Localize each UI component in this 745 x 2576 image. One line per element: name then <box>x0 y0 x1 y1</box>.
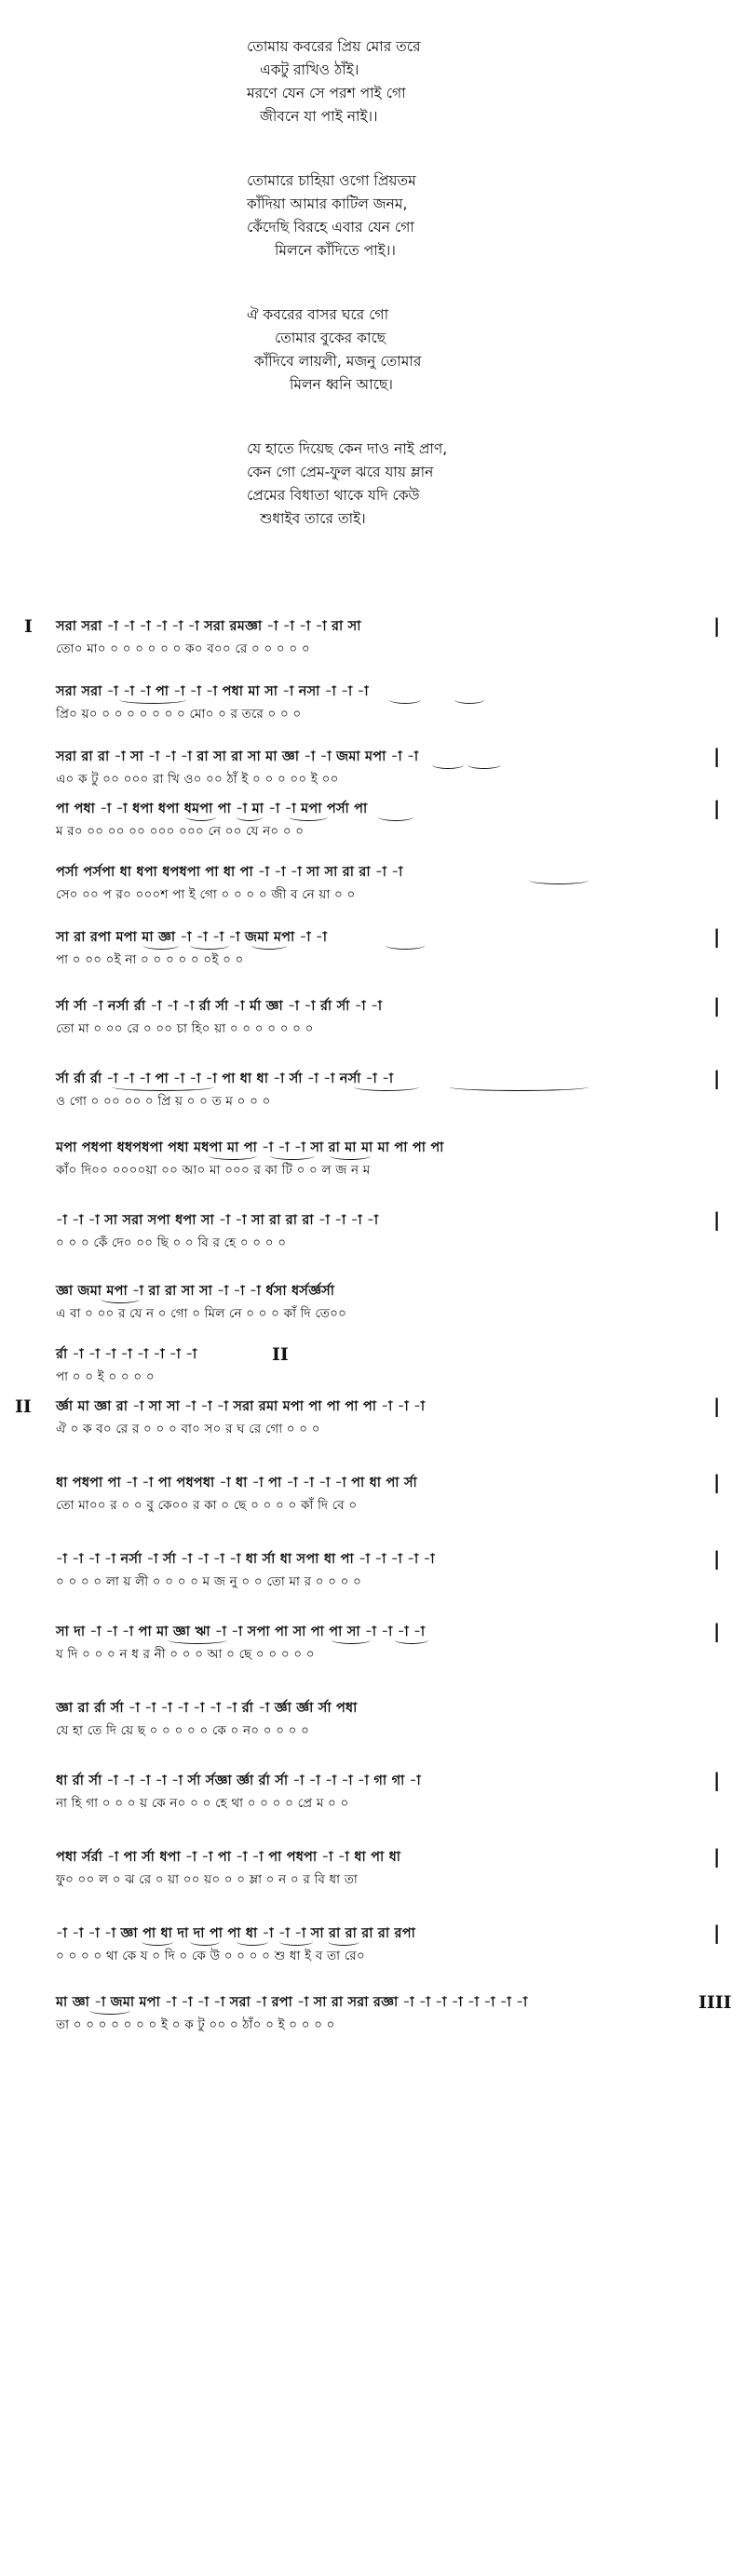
slur-mark <box>354 1083 419 1091</box>
sargam-row: সরা রা রা -া সা -া -া -া রা সা রা সা মা জ্ঞা -া -া জমা মপা -া -া <box>56 749 419 764</box>
sargam-row: মা জ্ঞা -া জমা মপা -া -া -া -া সরা -া রপা -া সা রা সরা রজ্ঞা -া -া -া -া -া -া -া -া <box>56 1995 528 2010</box>
poem-stanza <box>0 35 745 128</box>
lyric-row: পা ০ ০০ ০ই না ০ ০ ০ ০ ০ ০ই ০ ০ <box>56 952 244 967</box>
barline: | <box>713 925 721 948</box>
slur-mark <box>289 813 328 821</box>
lyric-row: ও গো ০ ০০ ০০ ০ প্রি য় ০ ০ ত ম ০ ০ ০ <box>56 1094 271 1109</box>
notation-line <box>56 1696 726 1741</box>
sargam-row: সা রা রপা মপা মা জ্ঞা -া -া -া -া জমা মপা -া -া <box>56 930 328 945</box>
sargam-row: মপা পধপা ধধপধপা পধা মধপা মা পা -া -া -া সা রা মা মা মা পা পা পা <box>56 1140 444 1155</box>
barline: | <box>713 797 721 819</box>
poem-line: কেঁদেছি বিরহে এবার যেন গো <box>247 219 414 236</box>
sargam-row: -া -া -া সা সরা সপা ধপা সা -া -া সা রা রা রা -া -া -া -া <box>56 1213 379 1228</box>
barline: | <box>713 745 721 767</box>
lyric-row: তো মা ০ ০০ রে ০ ০০ চা হি০ য়া ০ ০ ০ ০ ০ ০ ০ <box>56 1021 314 1036</box>
slur-mark <box>328 1937 359 1946</box>
notation-line <box>56 1845 726 1890</box>
sargam-row: সরা সরা -া -া -া পা -া -া -া পধা মা সা -া নসা -া -া -া <box>56 684 369 699</box>
poem-lyrics <box>0 35 745 572</box>
sargam-row: জ্ঞা রা র্রা র্সা -া -া -া -া -া -া -া র্রা -া র্জ্ঞা র্জ্ঞা র্সা পধা <box>56 1701 358 1716</box>
slur-mark <box>186 813 216 821</box>
slur-mark <box>386 941 425 950</box>
poem-line: মরণে যেন সে পরশ পাই গো <box>247 85 406 101</box>
slur-mark <box>251 941 287 950</box>
notation-line <box>15 1395 726 1439</box>
lyric-row: য দি ০ ০ ০ ন ধ র নী ০ ০ ০ আ ০ ছে ০ ০ ০ ০ ০ <box>56 1647 315 1662</box>
notation-line <box>56 994 726 1039</box>
slur-mark <box>454 695 484 704</box>
slur-mark <box>449 1083 589 1091</box>
second-start-sign: II <box>15 1396 32 1417</box>
slur-mark <box>330 1152 371 1160</box>
lyric-row: ম র০ ০০ ০০ ০০ ০০০ ০০০ নে ০০ যে ন০ ০ ০ <box>56 824 305 839</box>
sargam-row: পা পধা -া -া ধপা ধপা ধমপা পা -া মা -া -া মপা পর্সা পা <box>56 802 368 816</box>
poem-line: ঐ কবরের বাসর ঘরে গো <box>247 306 389 323</box>
poem-line: যে হাতে দিয়েছ কেন দাও নাই প্রাণ, <box>247 440 448 457</box>
notation-line <box>56 1769 726 1814</box>
slur-mark <box>89 2006 130 2015</box>
slur-mark <box>378 813 413 821</box>
poem-line: জীবনে যা পাই নাই।। <box>260 108 378 125</box>
sargam-row: -া -া -া -া জ্ঞা পা ধা দা দা পা পা ধা -া -া -া সা রা রা রা রা রপা <box>56 1926 415 1941</box>
slur-mark <box>237 813 263 821</box>
barline: | <box>713 994 721 1017</box>
slur-mark <box>209 1152 257 1160</box>
lyric-row: না হি গা ০ ০ ০ য় কে ন০ ০ ০ হে থা ০ ০ ০ ০ প্রে ম ০ ০ <box>56 1796 349 1811</box>
end-repeat-sign: II <box>272 1344 289 1365</box>
final-sign: IIII <box>698 1992 732 2013</box>
slur-mark <box>119 695 186 704</box>
notation-line <box>56 1471 726 1516</box>
slur-mark <box>389 695 421 704</box>
lyric-row: এ০ ক টু ০০ ০০০ রা খি ও০ ০০ ঠাঁ ই ০ ০ ০ ০০ ই ০০ <box>56 772 339 787</box>
slur-mark <box>332 1636 371 1644</box>
notation-line <box>56 680 726 724</box>
poem-stanza <box>0 303 745 397</box>
slur-mark <box>101 1295 140 1303</box>
notation-line <box>56 1208 726 1253</box>
lyric-row: ০ ০ ০ ০ থা কে য ০ দি ০ কে উ ০ ০ ০ ০ শু ধা ই ব তা রে০ <box>56 1949 365 1963</box>
barline: | <box>713 1845 721 1868</box>
lyric-row: তা ০ ০ ০ ০ ০ ০ ০ ই ০ ক টু ০০ ০ ঠাঁ০ ০ ই ০ ০ ০ ০ <box>56 2017 335 2032</box>
poem-line: তোমায় কবরের প্রিয় মোর তরে <box>247 38 421 55</box>
sargam-row: র্রা -া -া -া -া -া -া -া -া <box>56 1347 197 1362</box>
lyric-row: যে হা তে দি য়ে ছ ০ ০ ০ ০ ০ কে ০ ন০ ০ ০ ০ ০ <box>56 1723 310 1738</box>
lyric-row: ০ ০ ০ কেঁ দে০ ০০ ছি ০ ০ বি র হে ০ ০ ০ ০ <box>56 1235 287 1250</box>
notation-line <box>56 1067 726 1112</box>
poem-line: কাঁদিয়া আমার কাটিল জনম, <box>247 196 408 212</box>
sargam-row: সরা সরা -া -া -া -া -া -া সরা রমজ্ঞা -া -া -া -া রা সা <box>56 619 361 634</box>
barline: | <box>713 1620 721 1642</box>
slur-mark <box>279 1937 313 1946</box>
slur-mark <box>395 1636 428 1644</box>
sargam-row: পর্সা পর্সপা ধা ধপা ধপধপা পা ধা পা -া -া -া সা সা রা রা -া -া <box>56 865 403 880</box>
sargam-row: ধা পধপা পা -া -া পা পধপধা -া ধা -া পা -া -া -া -া পা ধা পা র্সা <box>56 1476 417 1490</box>
sargam-row: র্জ্ঞা মা জ্ঞা রা -া সা সা -া -া -া সরা রমা মপা পা পা পা পা -া -া -া <box>56 1399 426 1414</box>
barline: | <box>713 1067 721 1089</box>
sargam-row: জ্ঞা জমা মপা -া রা রা সা সা -া -া -া র্ধসা ধর্সর্জ্ঞর্সা <box>56 1284 335 1299</box>
notation-line <box>56 925 726 970</box>
slur-mark <box>190 1937 220 1946</box>
notation-line <box>56 1136 726 1180</box>
sargam-row: পধা র্সর্রা -া পা র্সা ধপা -া -া পা -া -া পা পধপা -া -া ধা পা ধা <box>56 1850 401 1865</box>
poem-stanza <box>0 438 745 531</box>
poem-line: শুধাইব তারে তাই। <box>260 510 366 527</box>
lyric-row: তো মা০০ র ০ ০ বু কে০০ র কা ০ ছে ০ ০ ০ ০ কাঁ দি বে ০ <box>56 1498 358 1513</box>
lyric-row: ০ ০ ০ ০ লা য় লী ০ ০ ০ ০ ম জ নু ০ ০ তো মা র ০ ০ ০ ০ <box>56 1574 362 1589</box>
slur-mark <box>112 1083 214 1091</box>
poem-line: মিলন ধ্বনি আছে। <box>290 376 393 393</box>
notation-line <box>56 1990 732 2035</box>
barline: | <box>713 1922 721 1944</box>
notation-line <box>56 1342 726 1387</box>
sargam-row: র্সা র্সা -া নর্সা র্রা -া -া -া র্রা র্সা -া র্মা জ্ঞা -া -া র্রা র্সা -া -া <box>56 999 383 1014</box>
lyric-row: ঐ ০ ক ব০ রে র ০ ০ ০ বা০ স০ র ঘ রে গো ০ ০ ০ <box>56 1422 320 1436</box>
sargam-row: ধা র্রা র্সা -া -া -া -া -া র্সা র্সজ্ঞা র্জ্ঞা র্রা র্সা -া -া -া -া -া গা গা -া <box>56 1774 421 1788</box>
poem-line: একটু রাখিও ঠাঁই। <box>260 61 359 78</box>
poem-stanza <box>0 169 745 263</box>
slur-mark <box>168 1636 227 1644</box>
slur-mark <box>467 761 501 769</box>
barline: | <box>713 1471 721 1493</box>
notation-line <box>56 797 726 842</box>
sargam-row: সা দা -া -া -া পা মা জ্ঞা ঋা -া -া সপা পা সা পা পা সা -া -া -া -া <box>56 1625 426 1639</box>
poem-line: কাঁদিবে লায়লী, মজনু তোমার <box>254 353 422 370</box>
notation-line <box>56 1279 726 1324</box>
barline: | <box>713 1547 721 1570</box>
lyric-row: পা ০ ০ ই ০ ০ ০ ০ <box>56 1369 155 1384</box>
lyric-row: এ বা ০ ০০ র যে ন ০ গো ০ মিল নে ০ ০ ০ কাঁ দি তে০০ <box>56 1306 347 1321</box>
lyric-row: তো০ মা০ ০ ০ ০ ০ ০ ০ ক০ ব০০ রে ০ ০ ০ ০ ০ <box>56 641 310 656</box>
slur-mark <box>270 1152 315 1160</box>
sargam-row: র্সা র্রা র্রা -া -া -া পা -া -া -া পা ধা ধা -া র্সা -া -া নর্সা -া -া <box>56 1072 394 1086</box>
slur-mark <box>237 1937 268 1946</box>
slur-mark <box>432 761 464 769</box>
notation-line <box>56 1620 726 1665</box>
slur-mark <box>143 941 179 950</box>
sargam-row: -া -া -া -া নর্সা -া র্সা -া -া -া -া ধা র্সা ধা সপা ধা পা -া -া -া -া -া <box>56 1552 435 1567</box>
slur-mark <box>190 941 229 950</box>
lyric-row: প্রি০ য়০ ০ ০ ০ ০ ০ ০ ০ মো০ ০ র তরে ০ ০ ০ <box>56 707 302 722</box>
barline: | <box>713 1208 721 1231</box>
swaralipi-notation <box>15 592 732 2035</box>
poem-line: তোমার বুকের কাছে <box>275 330 386 346</box>
poem-line: তোমারে চাহিয়া ওগো প্রিয়তম <box>247 172 416 189</box>
notation-line <box>56 860 726 905</box>
poem-line: মিলনে কাঁদিতে পাই।। <box>275 242 396 259</box>
notation-line <box>56 1547 726 1592</box>
notation-line <box>56 1922 726 1966</box>
poem-line: প্রেমের বিধাতা থাকে যদি কেউ <box>247 487 420 504</box>
start-repeat-sign: I <box>24 616 33 637</box>
slur-mark <box>529 876 589 884</box>
notation-line <box>24 614 726 659</box>
barline: | <box>713 1395 721 1417</box>
lyric-row: কাঁ০ দি০০ ০০০০য়া ০০ আ০ মা ০০০ র কা টি ০ ০ ল জ ন ম <box>56 1163 371 1178</box>
barline: | <box>713 614 721 637</box>
poem-line: কেন গো প্রেম-ফুল ঝরে যায় ম্লান <box>247 464 434 480</box>
lyric-row: সে০ ০০ প র০ ০০০শ পা ই গো ০ ০ ০ ০ জী ব নে য়া ০ ০ <box>56 887 356 902</box>
slur-mark <box>142 1937 173 1946</box>
barline: | <box>713 1769 721 1791</box>
lyric-row: ফু০ ০০ ল ০ ঝ রে ০ য়া ০০ য়০ ০ ০ ম্লা ০ ন ০ র বি ধা তা <box>56 1872 358 1887</box>
notation-line <box>56 745 726 789</box>
